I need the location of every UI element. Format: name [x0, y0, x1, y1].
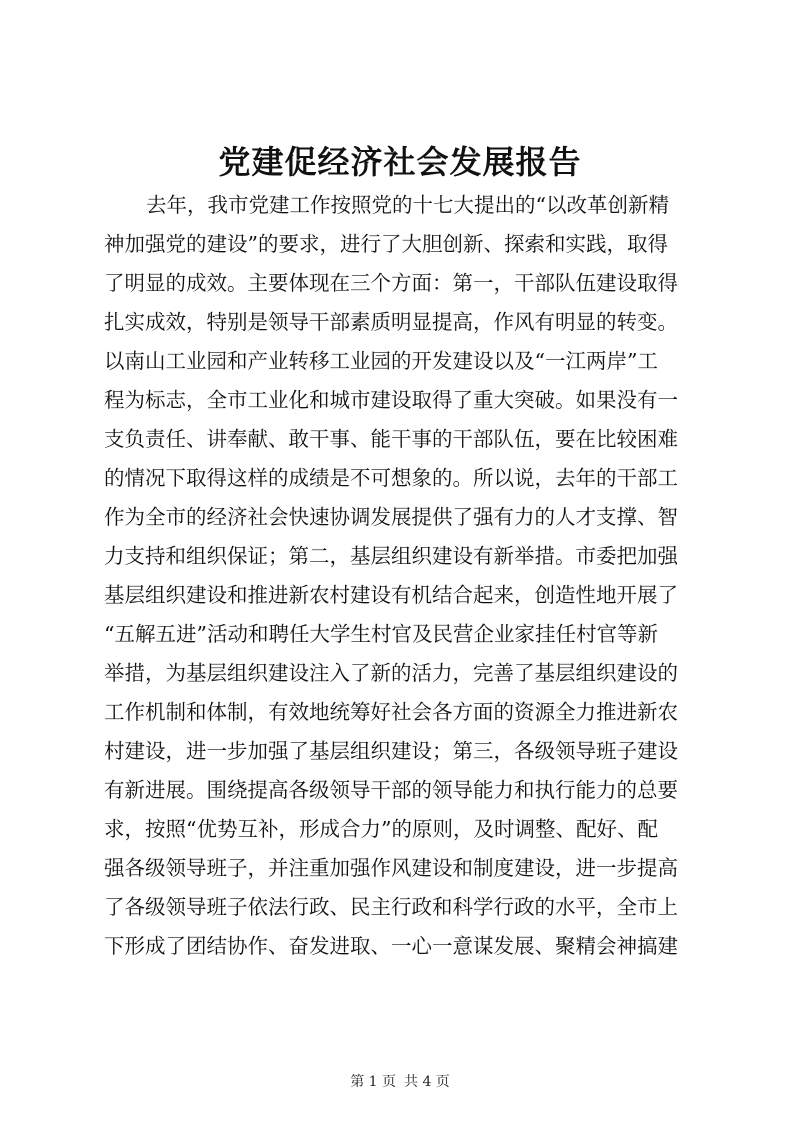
text-line: 支负责任、讲奉献、敢干事、能干事的干部队伍，要在比较困难 — [104, 427, 678, 451]
text-line: 去年，我市党建工作按照党的十七大提出的“以改革创新精 — [146, 193, 669, 217]
page-footer — [0, 1072, 800, 1092]
body-paragraph — [104, 186, 708, 966]
text-line: 村建设，进一步加强了基层组织建设；第三，各级领导班子建设 — [104, 739, 678, 763]
text-line: 程为标志，全市工业化和城市建设取得了重大突破。如果没有一 — [104, 388, 678, 412]
text-line: 举措，为基层组织建设注入了新的活力，完善了基层组织建设的 — [104, 661, 678, 685]
text-line: 求，按照“优势互补，形成合力”的原则，及时调整、配好、配 — [104, 817, 658, 841]
text-line: “五解五进”活动和聘任大学生村官及民营企业家挂任村官等新 — [104, 622, 658, 646]
text-line: 了各级领导班子依法行政、民主行政和科学行政的水平，全市上 — [104, 895, 678, 919]
text-line: 下形成了团结协作、奋发进取、一心一意谋发展、聚精会神搞建 — [104, 934, 678, 958]
text-line: 基层组织建设和推进新农村建设有机结合起来，创造性地开展了 — [104, 583, 678, 607]
text-line: 扎实成效，特别是领导干部素质明显提高，作风有明显的转变。 — [104, 310, 678, 334]
text-line: 工作机制和体制，有效地统筹好社会各方面的资源全力推进新农 — [104, 700, 678, 724]
text-line: 强各级领导班子，并注重加强作风建设和制度建设，进一步提高 — [104, 856, 678, 880]
text-line: 神加强党的建设”的要求，进行了大胆创新、探索和实践，取得 — [104, 232, 668, 256]
page-total: 共 4 页 — [404, 1074, 450, 1090]
text-line: 以南山工业园和产业转移工业园的开发建设以及“一江两岸”工 — [104, 349, 658, 373]
text-line: 作为全市的经济社会快速协调发展提供了强有力的人才支撑、智 — [104, 505, 678, 529]
text-line: 了明显的成效。主要体现在三个方面：第一，干部队伍建设取得 — [104, 271, 678, 295]
text-line: 的情况下取得这样的成绩是不可想象的。所以说，去年的干部工 — [104, 466, 678, 490]
document-title: 党建促经济社会发展报告 — [218, 143, 582, 181]
page-number: 第 1 页 — [350, 1074, 396, 1090]
text-line: 有新进展。围绕提高各级领导干部的领导能力和执行能力的总要 — [104, 778, 678, 802]
text-line: 力支持和组织保证；第二，基层组织建设有新举措。市委把加强 — [104, 544, 678, 568]
